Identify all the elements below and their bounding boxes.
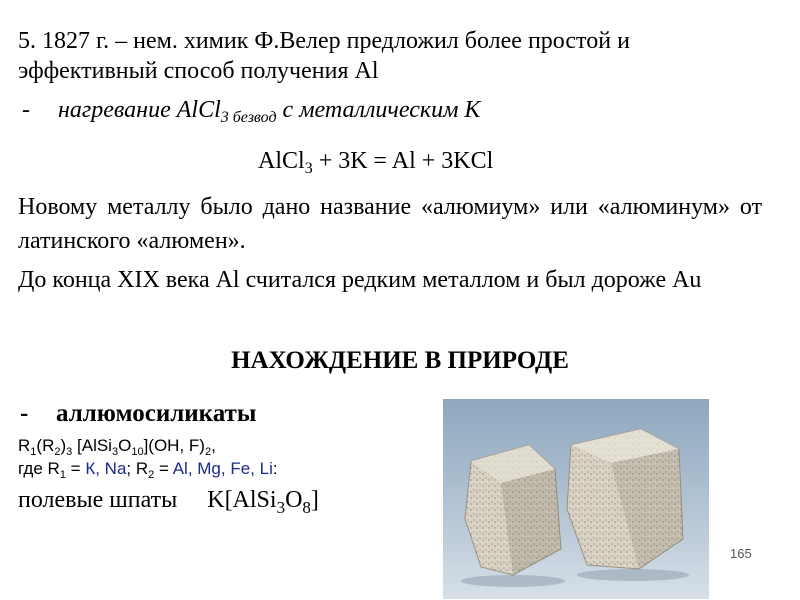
where-eq1: = (65, 459, 86, 478)
gf-open: (R (36, 436, 55, 455)
method-sub-note: безвод (228, 109, 277, 126)
where-sep: ; R (126, 459, 149, 478)
rarity-paragraph: До конца XIX века Al считался редким металлом и был дороже Au (18, 267, 702, 293)
section-heading: НАХОЖДЕНИЕ В ПРИРОДЕ (231, 347, 569, 374)
feldspar-formula (207, 487, 319, 517)
equation-part2: + 3K = Al + 3KCl (312, 148, 494, 174)
alum-dash: - (20, 400, 29, 427)
feldspar-samples-photo (443, 399, 709, 599)
gf-si-sub: 3 (111, 446, 119, 458)
fs-f2: O (285, 487, 303, 513)
feldspar-line (18, 487, 319, 518)
where-colon: : (272, 459, 278, 478)
fs-s1: 3 (276, 498, 286, 517)
aluminosilicates-label: аллюмосиликаты (56, 400, 257, 427)
where-r2-sub: 2 (148, 469, 155, 481)
rock-left (465, 445, 561, 575)
fs-f3: ] (310, 487, 319, 513)
method-line (58, 97, 480, 127)
where-k-na: К, Na (85, 459, 127, 478)
intro-line-2: эффективный способ получения Al (18, 58, 379, 84)
naming-paragraph: Новому металлу было дано название «алюмиум» или «алюминум» от латинского «алюмен». (18, 194, 762, 254)
equation-sub: 3 (304, 160, 313, 177)
gf-n3: 3 (66, 446, 73, 458)
gf-body3: ](OH, F) (143, 436, 205, 455)
gf-o-sub: 10 (131, 446, 144, 458)
page-number: 165 (730, 546, 752, 561)
where-metal-list: Al, Mg, Fe, Li (172, 459, 273, 478)
general-formula (18, 436, 216, 458)
fs-f1: K[AlSi (207, 487, 277, 513)
gf-close: ) (60, 436, 67, 455)
reaction-equation (258, 148, 493, 178)
where-eq2: = (154, 459, 173, 478)
method-dash: - (22, 97, 30, 123)
method-sub3: 3 (220, 109, 229, 126)
gf-end-sub: 2 (204, 446, 212, 458)
gf-comma: , (211, 436, 216, 455)
where-r1-sub: 1 (59, 469, 66, 481)
method-prefix: нагревание AlCl (58, 97, 221, 123)
gf-body1: [AlSi (72, 436, 112, 455)
rock-right (567, 429, 683, 569)
where-line (18, 459, 278, 481)
intro-paragraph (18, 26, 778, 86)
equation-part1: AlCl (258, 148, 305, 174)
gf-body2: O (118, 436, 132, 455)
where-prefix: где R (18, 459, 60, 478)
gf-r1: R (18, 436, 31, 455)
gf-r2-sub: 2 (54, 446, 61, 458)
feldspar-label: полевые шпаты (18, 487, 178, 513)
method-suffix: с металлическим K (276, 97, 481, 123)
intro-line-1: 5. 1827 г. – нем. химик Ф.Велер предложил более простой и (18, 28, 630, 54)
gf-r1-sub: 1 (30, 446, 37, 458)
fs-s2: 8 (302, 498, 311, 517)
